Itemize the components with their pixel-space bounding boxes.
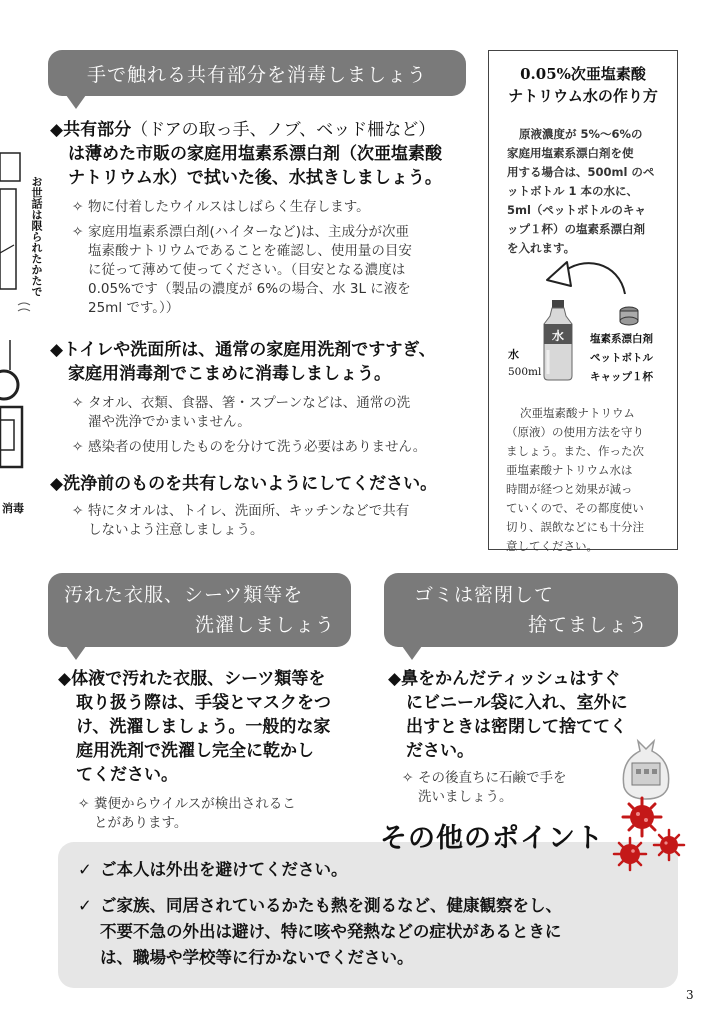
section1-item2 (50, 338, 470, 457)
note-mark: ✧ (72, 224, 84, 240)
caution-line: 切り、誤飲などにも十分注 (506, 520, 644, 534)
bleach-label-line: 塩素系漂白剤 (590, 333, 653, 345)
item1-note2 (50, 223, 470, 318)
section2-header-tail (66, 646, 86, 660)
section1-header-text: 手で触れる共有部分を消毒しましょう (86, 63, 427, 86)
note-text: 濯や洗浄でかまいません。 (88, 414, 251, 430)
sidebar-body-line: ップ１杯）の塩素系漂白剤 (507, 222, 645, 236)
note-text: しないよう注意しましょう。 (88, 522, 264, 538)
note-mark: ✧ (72, 395, 84, 411)
virus-icon (612, 836, 648, 872)
sidebar-body (507, 125, 667, 258)
section3-body-line: にビニール袋に入れ、室外に (406, 693, 628, 713)
section3-header-line2: 捨てましょう (527, 614, 648, 636)
item1-line2: は薄めた市販の家庭用塩素系漂白剤（次亜塩素酸 (68, 144, 442, 164)
other-points-item1-text: ご本人は外出を避けてください。 (100, 860, 348, 879)
note-text: 感染者の使用したものを分けて洗う必要はありません。 (88, 439, 427, 455)
caution-line: ていくので、その都度使い (506, 501, 644, 515)
section2-body-line: 庭用洗剤で洗濯し完全に乾かし (76, 741, 314, 761)
section1-header (48, 50, 466, 96)
section3-header-line1: ゴミは密閉して (414, 584, 555, 606)
other-points-item2-line: は、職場や学校等に行かないでください。 (100, 948, 414, 967)
bleach-cap-icon (618, 305, 640, 327)
sidebar-body-line: 原液濃度が 5%〜6%の (519, 127, 643, 141)
item1-line3: ナトリウム水）で拭いた後、水拭きしましょう。 (68, 168, 442, 188)
note-text: 25ml です。）） (88, 300, 180, 316)
other-points-item2 (78, 893, 562, 971)
sidebar-body-line: ットボトル 1 本の水に、 (507, 184, 639, 198)
note-text: 0.05%です（製品の濃度が 6%の場合、水 3L に液を (88, 281, 411, 297)
room-illustration (0, 145, 34, 505)
check-icon: ✓ (78, 860, 92, 879)
item1-note1 (50, 198, 470, 217)
bottle-volume: 500ml (508, 366, 542, 378)
note-text: 洗いましょう。 (418, 789, 513, 805)
item2-note1 (50, 394, 470, 432)
note-mark: ✧ (72, 503, 84, 519)
note-text: 物に付着したウイルスはしばらく生存します。 (88, 199, 370, 215)
item2-line1: ◆トイレや洗面所は、通常の家庭用洗剤ですすぎ、 (50, 340, 436, 360)
item2-line2: 家庭用消毒剤でこまめに消毒しましょう。 (68, 364, 391, 384)
check-icon: ✓ (78, 896, 92, 915)
sidebar-body-line: 用する場合は、500ml のペ (507, 165, 655, 179)
section2-note (58, 795, 358, 833)
section3-body-line: ださい。 (406, 741, 474, 761)
section1-header-tail (66, 95, 86, 109)
sidebar-title-line2: ナトリウム水の作り方 (508, 87, 658, 105)
note-text: 家庭用塩素系漂白剤(ハイターなど)は、主成分が次亜 (88, 224, 410, 240)
section3-header-tail (402, 646, 422, 660)
garbage-bag-icon (618, 735, 674, 801)
caution-line: 時間が経つと効果が減っ (506, 482, 633, 496)
section2-body-line: 取り扱う際は、手袋とマスクをつ (76, 693, 331, 713)
item2-note2 (50, 438, 470, 457)
item1-emphasis: ◆共有部分 (50, 120, 132, 140)
sidebar-body-line: 5ml（ペットボトルのキャ (507, 203, 646, 217)
other-points-item2-line: ご家族、同居されているかたも熱を測るなど、健康観察をし、 (100, 896, 562, 915)
note-mark: ✧ (72, 199, 84, 215)
other-points-item1 (78, 857, 348, 883)
bleach-label-line: ペットボトル (590, 352, 653, 364)
other-points-title: その他のポイント (380, 823, 604, 854)
disinfect-label: 消毒 (2, 502, 24, 515)
section2-header-line1: 汚れた衣服、シーツ類等を (64, 584, 304, 606)
bottle-cap-text: 水 (551, 329, 564, 343)
bleach-label-line: キャップ１杯 (590, 371, 653, 383)
section2-body-line: てください。 (76, 765, 178, 785)
note-text: その後直ちに石鹸で手を (418, 770, 567, 786)
note-text: とがあります。 (94, 815, 188, 831)
section2-body-line: ◆体液で汚れた衣服、シーツ類等を (58, 669, 326, 689)
page-number: 3 (686, 988, 694, 1002)
note-mark: ✧ (78, 796, 90, 812)
section2-body (58, 667, 358, 833)
curved-arrow-icon (545, 250, 635, 302)
note-text: に従って薄めて使ってください。（目安となる濃度は (88, 262, 406, 278)
caution-line: ましょう。また、作った次 (506, 444, 644, 458)
section2-header-line2: 洗濯しましょう (194, 614, 335, 636)
sidebar-body-line: 家庭用塩素系漂白剤を使 (507, 146, 634, 160)
virus-icon (652, 828, 686, 862)
note-mark: ✧ (402, 770, 414, 786)
sidebar-caution (506, 404, 644, 556)
bottle-label: 水 (508, 348, 519, 361)
vertical-note: お世話は限られたかたで (30, 176, 43, 297)
section3-body-line: 出すときは密閉して捨ててく (406, 717, 627, 737)
section3-header (384, 573, 678, 647)
sidebar-body-line: を入れます。 (507, 241, 576, 255)
other-points-item2-line: 不要不急の外出は避け、特に咳や発熱などの症状があるときに (100, 922, 562, 941)
caution-line: 亜塩素酸ナトリウム水は (506, 463, 633, 477)
bleach-label (590, 330, 653, 387)
note-text: タオル、衣類、食器、箸・スプーンなどは、通常の洗 (88, 395, 411, 411)
section1-item3 (50, 472, 470, 540)
section2-header (48, 573, 351, 647)
section1-item1 (50, 118, 470, 318)
caution-line: 意してください。 (506, 539, 598, 553)
item1-paren: （ドアの取っ手、ノブ、ベッド柵など） (131, 120, 436, 140)
sidebar-title-line1: 0.05%次亜塩素酸 (520, 65, 646, 83)
note-text: 塩素酸ナトリウムであることを確認し、使用量の目安 (88, 243, 412, 259)
note-text: 特にタオルは、トイレ、洗面所、キッチンなどで共有 (88, 503, 410, 519)
caution-line: （原液）の使用方法を守り (506, 425, 644, 439)
item3-line1: ◆洗浄前のものを共有しないようにしてください。 (50, 474, 438, 494)
item3-note1 (50, 502, 470, 540)
section3-body-line: ◆鼻をかんだティッシュはすぐ (388, 669, 621, 689)
note-mark: ✧ (72, 439, 84, 455)
caution-line: 次亜塩素酸ナトリウム (520, 406, 635, 420)
note-text: 糞便からウイルスが検出されるこ (94, 796, 296, 812)
section2-body-line: け、洗濯しましょう。一般的な家 (76, 717, 331, 737)
